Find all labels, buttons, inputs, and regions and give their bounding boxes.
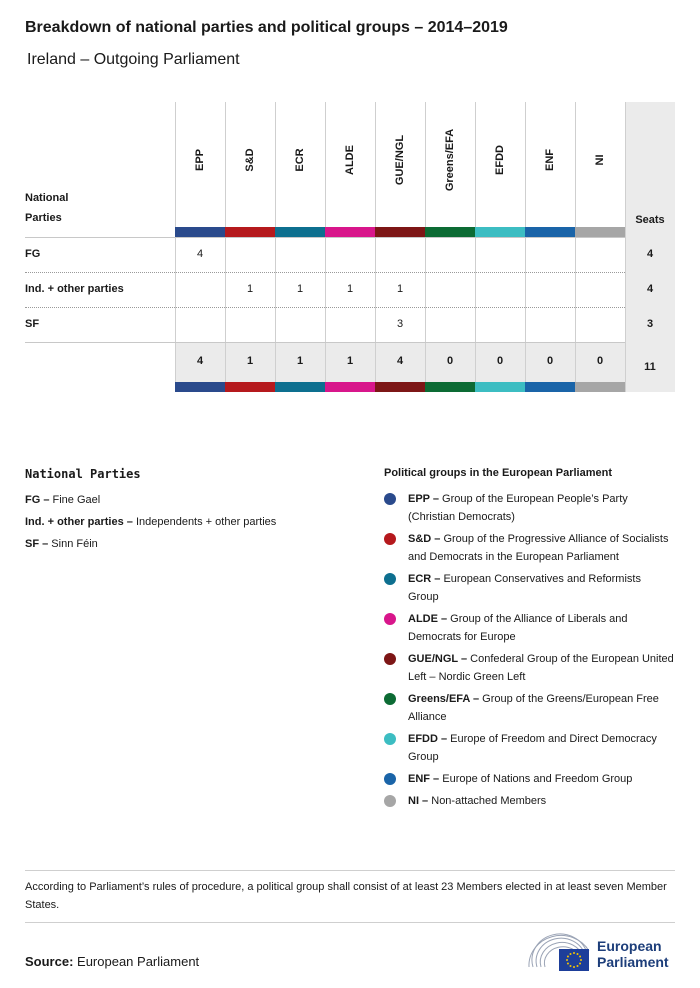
group-color-dot-icon (384, 533, 396, 545)
national-parties-legend (25, 489, 355, 555)
group-header-label: EPP (194, 148, 206, 172)
legend-name: Group of the European People’s Party (Christian Democrats) (408, 493, 628, 523)
group-color-bar (425, 382, 475, 392)
total-cell: 1 (246, 355, 254, 367)
table-cell: 4 (196, 248, 204, 260)
group-color-bar (475, 227, 525, 237)
group-color-bar (525, 382, 575, 392)
source-line (25, 954, 199, 969)
group-legend-item (384, 690, 674, 726)
legend-abbr: ECR – (408, 573, 441, 585)
legend-abbr: EPP – (408, 493, 439, 505)
group-color-bar (325, 227, 375, 237)
legend-name: Group of the Greens/European Free Alliance (408, 693, 659, 723)
group-legend-item (384, 570, 674, 606)
table-header-rule (25, 237, 625, 238)
group-color-dot-icon (384, 773, 396, 785)
legend-name: Independents + other parties (132, 516, 277, 528)
logo-wordmark (597, 938, 669, 970)
legend-name: Europe of Freedom and Direct Democracy Group (408, 733, 657, 763)
eu-star-icon (579, 963, 581, 965)
table-cell: 1 (246, 283, 254, 295)
total-cell: 0 (446, 355, 454, 367)
logo-line-1: European (597, 938, 662, 954)
national-parties-header-line: National (25, 192, 69, 204)
group-legend-item (384, 730, 674, 766)
source-label: Source: (25, 954, 74, 969)
group-color-bar (525, 227, 575, 237)
national-party-legend-item (25, 489, 355, 511)
breakdown-table (25, 102, 675, 394)
legend-name: Fine Gael (49, 494, 101, 506)
group-header-epp (175, 102, 225, 227)
group-header-greensefa (425, 102, 475, 227)
total-cell: 1 (296, 355, 304, 367)
european-parliament-logo (527, 933, 677, 973)
legend-abbr: Ind. + other parties – (25, 516, 133, 528)
legend-name: Group of the Alliance of Liberals and Democrats for Europe (408, 613, 628, 643)
group-header-label: GUE/NGL (394, 134, 406, 186)
group-legend-item (384, 490, 674, 526)
logo-line-2: Parliament (597, 954, 669, 970)
legend-name: European Conservatives and Reformists Group (408, 573, 641, 603)
group-color-bar (475, 382, 525, 392)
eu-star-icon (566, 959, 568, 961)
eu-star-icon (573, 952, 575, 954)
table-cell: 1 (346, 283, 354, 295)
divider (25, 870, 675, 871)
legend-abbr: FG – (25, 494, 50, 506)
eu-star-icon (577, 965, 579, 967)
group-color-bar (275, 227, 325, 237)
legend-abbr: EFDD – (408, 733, 448, 745)
source-value: European Parliament (77, 954, 200, 969)
group-header-label: EFDD (494, 145, 506, 175)
group-color-dot-icon (384, 493, 396, 505)
table-row-seats: 3 (646, 318, 654, 330)
legend-name: Sinn Féin (48, 538, 98, 550)
eu-star-icon (570, 965, 572, 967)
group-header-label: ECR (294, 148, 306, 172)
group-color-bar (325, 382, 375, 392)
political-groups-legend (384, 490, 674, 814)
legend-abbr: NI – (408, 795, 429, 807)
eu-star-icon (567, 963, 569, 965)
eu-star-icon (573, 966, 575, 968)
legend-name: Group of the Progressive Alliance of Socialists and Democrats in the European Parliament (408, 533, 669, 563)
group-color-dot-icon (384, 795, 396, 807)
group-legend-item (384, 530, 674, 566)
seats-header: Seats (635, 214, 665, 226)
national-parties-legend-title: National Parties (25, 467, 141, 481)
table-row-party: FG (25, 248, 41, 260)
group-header-efdd (475, 102, 525, 227)
political-groups-legend-title: Political groups in the European Parliament (384, 467, 612, 479)
divider (25, 922, 675, 923)
group-legend-item (384, 792, 674, 810)
group-header-label: S&D (244, 148, 256, 172)
table-row-party: Ind. + other parties (25, 283, 124, 295)
group-color-bar (275, 382, 325, 392)
group-header-enf (525, 102, 575, 227)
group-color-dot-icon (384, 573, 396, 585)
table-cell: 1 (296, 283, 304, 295)
eu-star-icon (579, 956, 581, 958)
legend-abbr: ALDE – (408, 613, 448, 625)
table-cell: 3 (396, 318, 404, 330)
group-color-bar (375, 227, 425, 237)
group-color-dot-icon (384, 613, 396, 625)
group-header-label: ALDE (344, 145, 356, 175)
group-color-bar (225, 227, 275, 237)
group-color-dot-icon (384, 733, 396, 745)
eu-star-icon (570, 953, 572, 955)
total-cell: 0 (546, 355, 554, 367)
group-header-sd (225, 102, 275, 227)
legend-name: Confederal Group of the European United Left – Nordic Green Left (408, 653, 674, 683)
legend-abbr: Greens/EFA – (408, 693, 480, 705)
group-color-bar (575, 227, 625, 237)
group-color-bar (175, 382, 225, 392)
group-header-label: NI (594, 154, 606, 166)
national-party-legend-item (25, 533, 355, 555)
table-row-seats: 4 (646, 248, 654, 260)
legend-name: Europe of Nations and Freedom Group (439, 773, 633, 785)
total-seats: 11 (644, 361, 656, 373)
group-header-label: ENF (544, 149, 556, 171)
legend-abbr: S&D – (408, 533, 441, 545)
page-title: Breakdown of national parties and political groups – 2014–2019 (25, 19, 508, 36)
footnote: According to Parliament’s rules of procedure, a political group shall consist of at least 23 Members elected in at least seven Member States. (25, 881, 667, 911)
group-color-dot-icon (384, 653, 396, 665)
total-cell: 1 (346, 355, 354, 367)
row-divider (25, 307, 625, 308)
group-legend-item (384, 770, 674, 788)
total-cell: 4 (396, 355, 404, 367)
eu-star-icon (577, 953, 579, 955)
legend-abbr: ENF – (408, 773, 440, 785)
total-cell: 0 (496, 355, 504, 367)
group-header-ni (575, 102, 625, 227)
group-header-alde (325, 102, 375, 227)
group-header-ecr (275, 102, 325, 227)
group-legend-item (384, 610, 674, 646)
table-row-seats: 4 (646, 283, 654, 295)
legend-abbr: GUE/NGL – (408, 653, 468, 665)
group-color-bar (175, 227, 225, 237)
legend-name: Non-attached Members (428, 795, 547, 807)
total-cell: 0 (596, 355, 604, 367)
row-divider (25, 342, 625, 343)
eu-star-icon (567, 956, 569, 958)
legend-abbr: SF – (25, 538, 49, 550)
eu-star-icon (580, 959, 582, 961)
group-color-bar (425, 227, 475, 237)
group-header-label: Greens/EFA (444, 128, 456, 192)
group-color-bar (575, 382, 625, 392)
table-cell: 1 (396, 283, 404, 295)
group-color-bar (225, 382, 275, 392)
national-parties-header (25, 188, 68, 228)
table-row-party: SF (25, 318, 40, 330)
group-legend-item (384, 650, 674, 686)
hemicycle-icon (527, 933, 593, 973)
total-cell: 4 (196, 355, 204, 367)
national-parties-header-line: Parties (25, 212, 62, 224)
national-party-legend-item (25, 511, 355, 533)
group-color-dot-icon (384, 693, 396, 705)
page-subtitle: Ireland – Outgoing Parliament (27, 51, 240, 68)
group-header-guengl (375, 102, 425, 227)
group-color-bar (375, 382, 425, 392)
